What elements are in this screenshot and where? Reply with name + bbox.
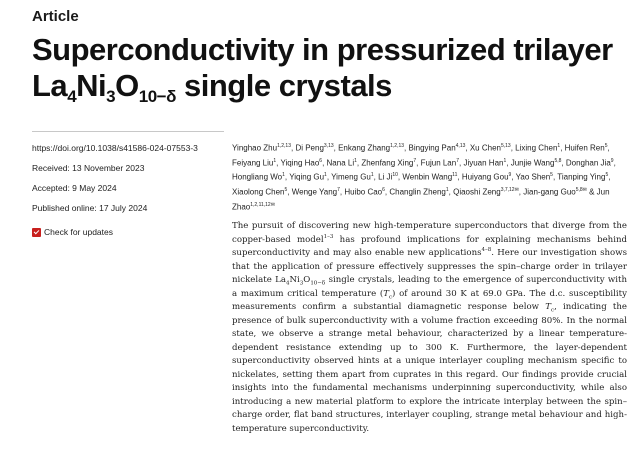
author-name[interactable]: Junjie Wang	[510, 158, 555, 168]
doi-link[interactable]: https://doi.org/10.1038/s41586-024-07553-3	[32, 143, 198, 153]
title-formula-o: O	[115, 68, 139, 103]
author-affiliation: 3,7,12✉	[500, 186, 519, 193]
author-name[interactable]: Jun Zhao	[232, 187, 610, 212]
received-date: Received: 13 November 2023	[32, 163, 145, 173]
author-name[interactable]: Jian-gang Guo	[523, 187, 576, 197]
author-name[interactable]: Li Ji	[378, 172, 393, 182]
author-name[interactable]: Yinghao Zhu	[232, 143, 278, 153]
author-separator: ,	[511, 172, 516, 182]
author-separator: ,	[339, 187, 345, 197]
author-separator: ,	[384, 187, 390, 197]
author-affiliation: 1	[324, 172, 327, 179]
author-separator: ,	[397, 172, 403, 182]
abstract-text: has profound implications for explaining mechanisms behind superconductivity and may also enable new applications	[232, 234, 627, 258]
author-name[interactable]: Enkang Zhang	[338, 143, 391, 153]
published-date: Published online: 17 July 2024	[32, 203, 148, 213]
check-for-updates-button[interactable]	[32, 222, 232, 242]
author-name[interactable]: Qiaoshi Zeng	[453, 187, 501, 197]
author-separator: ,	[448, 187, 454, 197]
title-formula-la: La	[32, 68, 68, 103]
abstract-text: Ni	[289, 275, 300, 285]
author-separator: ,	[373, 172, 379, 182]
citation-ref[interactable]: 1–3	[323, 233, 334, 240]
title-formula-sub-delta: 10−δ	[138, 87, 176, 106]
author-affiliation: 5	[604, 143, 608, 149]
author-separator: ,	[607, 143, 610, 153]
author-separator: ,	[510, 143, 516, 153]
author-name[interactable]: Jiyuan Han	[463, 158, 504, 168]
author-list	[232, 140, 624, 213]
title-formula-sub-4: 4	[67, 87, 77, 106]
abstract-text: O	[303, 275, 311, 285]
author-name[interactable]: Xu Chen	[469, 143, 501, 153]
title-line-1: Superconductivity in pressurized trilayer	[32, 32, 613, 67]
author-separator: ,	[404, 143, 409, 153]
author-separator: ,	[290, 143, 296, 153]
author-affiliation: 11	[452, 172, 458, 179]
author-separator: ,	[506, 158, 511, 168]
author-name[interactable]: Zhenfang Xing	[361, 158, 414, 168]
tc-subscript: c	[550, 307, 555, 314]
author-separator: ,	[560, 143, 565, 153]
author-affiliation: 1,2,11,12✉	[250, 201, 275, 208]
accepted-date: Accepted: 9 May 2024	[32, 183, 117, 193]
author-name[interactable]: Hongliang Wo	[232, 172, 283, 182]
author-name[interactable]: Fujun Lan	[420, 158, 457, 168]
citation-ref[interactable]: 4–8	[481, 247, 492, 254]
author-name[interactable]: Yiqing Gu	[289, 172, 325, 182]
title-formula-sub-3: 3	[106, 87, 116, 106]
author-name[interactable]: Yao Shen	[515, 172, 551, 182]
author-name[interactable]: Nana Li	[326, 158, 355, 168]
author-name[interactable]: Huiyang Gou	[461, 172, 509, 182]
author-name[interactable]: Tianping Ying	[557, 172, 606, 182]
tc-symbol: T	[383, 288, 389, 299]
author-separator: ,	[356, 158, 362, 168]
formula-subscript: 10−δ	[310, 280, 326, 287]
author-name[interactable]: Yimeng Gu	[331, 172, 371, 182]
author-affiliation: 1	[282, 172, 285, 179]
author-name[interactable]: Bingying Pan	[408, 143, 456, 153]
author-affiliation: 1	[273, 157, 277, 164]
author-affiliation: 1	[503, 157, 507, 164]
author-affiliation: 7	[413, 157, 417, 164]
abstract-text: . Here our investigation shows that the application of pressure effectively suppresses the spin–charge order in trilayer nickelate La	[232, 248, 627, 285]
author-affiliation: 1,2,13	[277, 143, 291, 149]
author-affiliation: 5	[284, 186, 288, 193]
author-name[interactable]: Huifen Ren	[564, 143, 605, 153]
abstract-text: , indicating the presence of bulk superconductivity with a volume fraction exceeding 80%. In the normal state, we observe a strange metal behaviour, characterized by a linear temperature-dependent resistance extending up to 300 K. Furthermore, the layer-dependent superconductivity observed hints at a unique interlayer coupling mechanism specific to nickelates, setting them apart from cuprates in this regard. Our findings provide crucial insights into the fundamental mechanisms underpinning superconductivity, while also introducing a new material platform to explore the intricate interplay between the spin–charge order, flat band structures, interlayer coupling, strange metal behaviour and high-temperature superconductivity.	[232, 302, 627, 434]
formula-subscript: 3	[299, 280, 304, 287]
author-affiliation: 7	[456, 157, 459, 164]
author-name[interactable]: Yiqing Hao	[280, 158, 320, 168]
author-affiliation: 5,8	[554, 157, 562, 164]
title-formula-ni: Ni	[76, 68, 107, 103]
author-affiliation: 3,13	[323, 143, 334, 149]
author-separator: ,	[333, 143, 339, 153]
author-affiliation: 5	[605, 172, 609, 179]
author-separator: ,	[326, 172, 332, 182]
author-affiliation: 1	[370, 172, 374, 179]
author-separator: ,	[465, 143, 470, 153]
author-affiliation: 7	[337, 186, 340, 193]
abstract-text: The pursuit of discovering new high-temperature superconductors that diverge from the copper-based model	[232, 221, 627, 245]
author-name[interactable]: Huibo Cao	[344, 187, 383, 197]
author-name[interactable]: Di Peng	[295, 143, 324, 153]
author-name[interactable]: Changlin Zheng	[389, 187, 446, 197]
check-updates-icon	[32, 228, 41, 237]
author-affiliation: 9	[508, 172, 512, 179]
author-separator: ,	[552, 172, 558, 182]
author-affiliation: 5,13	[500, 143, 511, 149]
author-affiliation: 5	[550, 172, 553, 179]
abstract	[232, 220, 627, 436]
tc-symbol: T	[545, 302, 551, 312]
author-affiliation: 1	[445, 186, 449, 193]
author-affiliation: 5,8✉	[575, 186, 587, 193]
article-title	[32, 32, 632, 104]
abstract-text: single crystals, leading to the emergence of superconductivity with a maximum critical temperature (	[232, 275, 627, 299]
title-suffix: single crystals	[175, 68, 392, 103]
header-divider	[32, 131, 224, 132]
author-separator: ,	[457, 172, 462, 182]
author-separator: ,	[416, 158, 421, 168]
abstract-text: ) of around 30 K at 69.0 GPa. The d.c. susceptibility measurements confirm a substantial diamagnetic response below	[232, 288, 627, 312]
author-affiliation: 6	[319, 157, 323, 164]
author-affiliation: 1	[557, 143, 561, 149]
author-separator: &	[586, 187, 597, 197]
author-name[interactable]: Donghan Jia	[565, 158, 611, 168]
author-name[interactable]: Wenge Yang	[291, 187, 338, 197]
author-name[interactable]: Wenbin Wang	[402, 172, 453, 182]
author-separator: ,	[322, 158, 327, 168]
author-affiliation: 9	[610, 157, 614, 164]
formula-subscript: 4	[285, 280, 290, 287]
tc-subscript: c	[388, 294, 393, 301]
author-separator: ,	[276, 158, 281, 168]
author-affiliation: 6	[382, 186, 385, 193]
author-separator: ,	[518, 187, 524, 197]
author-name[interactable]: Lixing Chen	[515, 143, 558, 153]
author-separator: ,	[613, 158, 616, 168]
author-affiliation: 10	[392, 172, 398, 179]
author-separator: ,	[459, 158, 464, 168]
article-type-label: Article	[32, 8, 79, 25]
author-separator: ,	[284, 172, 290, 182]
author-affiliation: 1	[354, 157, 357, 164]
author-separator: ,	[287, 187, 292, 197]
author-affiliation: 4,13	[455, 143, 466, 149]
author-separator: ,	[561, 158, 566, 168]
author-affiliation: 1,2,13	[390, 143, 405, 149]
author-name[interactable]: Feiyang Liu	[232, 158, 274, 168]
author-separator: ,	[608, 172, 611, 182]
article-metadata	[32, 142, 232, 242]
author-name[interactable]: Xiaolong Chen	[232, 187, 285, 197]
check-updates-label: Check for updates	[44, 227, 113, 237]
